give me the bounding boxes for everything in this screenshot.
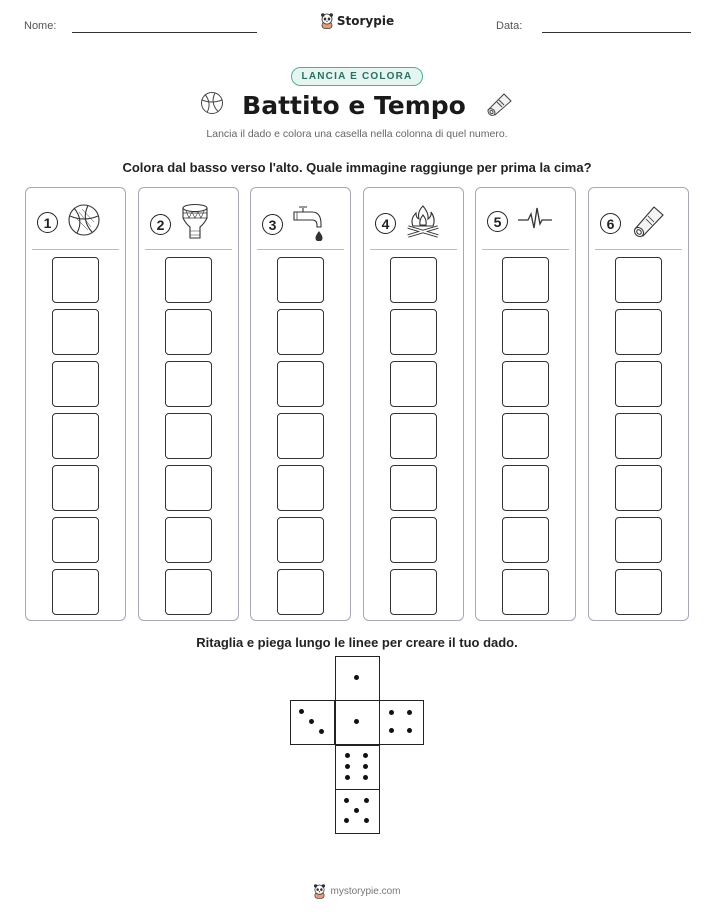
color-box[interactable] xyxy=(615,361,662,407)
color-box[interactable] xyxy=(165,309,212,355)
color-box[interactable] xyxy=(615,517,662,563)
color-box[interactable] xyxy=(502,465,549,511)
die-pip xyxy=(364,818,369,823)
name-label: Nome: xyxy=(24,20,57,32)
basketball-icon xyxy=(67,203,101,242)
die-face-one[interactable] xyxy=(335,656,380,701)
color-box[interactable] xyxy=(52,569,99,615)
instruction-bottom: Ritaglia e piega lungo le linee per creare il tuo dado. xyxy=(196,635,518,650)
footer xyxy=(0,884,714,904)
scroll-icon xyxy=(484,90,514,121)
color-box[interactable] xyxy=(615,309,662,355)
color-box[interactable] xyxy=(52,309,99,355)
color-box[interactable] xyxy=(165,465,212,511)
color-box[interactable] xyxy=(615,569,662,615)
subtitle: Lancia il dado e colora una casella nella colonna di quel numero. xyxy=(206,128,508,140)
column-number: 4 xyxy=(375,213,396,234)
color-box[interactable] xyxy=(502,361,549,407)
color-box[interactable] xyxy=(52,361,99,407)
column-number: 5 xyxy=(487,211,508,232)
column-4 xyxy=(363,187,464,621)
color-box[interactable] xyxy=(165,413,212,459)
die-pip xyxy=(345,764,350,769)
die-pip xyxy=(344,798,349,803)
color-box[interactable] xyxy=(165,361,212,407)
instruction-top: Colora dal basso verso l'alto. Quale immagine raggiunge per prima la cima? xyxy=(122,160,592,175)
scroll-icon xyxy=(630,203,666,244)
column-number: 6 xyxy=(600,213,621,234)
color-box[interactable] xyxy=(390,309,437,355)
date-line[interactable] xyxy=(542,32,691,33)
color-box[interactable] xyxy=(277,465,324,511)
color-box[interactable] xyxy=(277,569,324,615)
color-box[interactable] xyxy=(502,413,549,459)
panda-mascot-icon xyxy=(320,13,334,29)
faucet-icon xyxy=(292,203,326,246)
die-pip xyxy=(407,728,412,733)
color-box[interactable] xyxy=(277,413,324,459)
color-box[interactable] xyxy=(615,465,662,511)
die-face-five[interactable] xyxy=(335,789,380,834)
color-box[interactable] xyxy=(165,257,212,303)
color-box[interactable] xyxy=(390,517,437,563)
die-pip xyxy=(319,729,324,734)
color-box[interactable] xyxy=(502,517,549,563)
color-box[interactable] xyxy=(390,361,437,407)
die-pip xyxy=(354,719,359,724)
color-box[interactable] xyxy=(52,413,99,459)
column-2 xyxy=(138,187,239,621)
die-pip xyxy=(389,728,394,733)
color-box[interactable] xyxy=(390,569,437,615)
die-pip xyxy=(389,710,394,715)
column-3 xyxy=(250,187,351,621)
heartbeat-icon xyxy=(517,203,553,240)
color-box[interactable] xyxy=(615,257,662,303)
color-box[interactable] xyxy=(165,517,212,563)
die-face-four[interactable] xyxy=(379,700,424,745)
die-pip xyxy=(344,818,349,823)
color-box[interactable] xyxy=(277,309,324,355)
color-box[interactable] xyxy=(390,465,437,511)
color-box[interactable] xyxy=(277,517,324,563)
die-pip xyxy=(345,753,350,758)
die-pip xyxy=(363,775,368,780)
die-face-six[interactable] xyxy=(335,745,380,790)
color-box[interactable] xyxy=(52,465,99,511)
die-pip xyxy=(363,764,368,769)
campfire-icon xyxy=(405,203,441,244)
column-number: 2 xyxy=(150,214,171,235)
category-badge: LANCIA E COLORA xyxy=(291,67,424,86)
color-box[interactable] xyxy=(502,257,549,303)
die-pip xyxy=(364,798,369,803)
basketball-icon xyxy=(200,91,224,120)
color-box[interactable] xyxy=(52,257,99,303)
color-box[interactable] xyxy=(165,569,212,615)
brand-logo xyxy=(0,13,714,34)
column-1 xyxy=(25,187,126,621)
die-face-one[interactable] xyxy=(335,700,380,745)
die-pip xyxy=(407,710,412,715)
column-number: 1 xyxy=(37,212,58,233)
die-pip xyxy=(354,675,359,680)
page-title: Battito e Tempo xyxy=(242,91,466,120)
die-pip xyxy=(299,709,304,714)
color-box[interactable] xyxy=(502,569,549,615)
title-row xyxy=(0,90,714,121)
color-box[interactable] xyxy=(277,257,324,303)
color-box[interactable] xyxy=(390,413,437,459)
color-box[interactable] xyxy=(390,257,437,303)
color-box[interactable] xyxy=(502,309,549,355)
die-pip xyxy=(345,775,350,780)
column-5 xyxy=(475,187,576,621)
color-box[interactable] xyxy=(615,413,662,459)
footer-url[interactable]: mystorypie.com xyxy=(330,886,401,897)
color-box[interactable] xyxy=(52,517,99,563)
die-pip xyxy=(309,719,314,724)
die-pip xyxy=(354,808,359,813)
column-number: 3 xyxy=(262,214,283,235)
color-box[interactable] xyxy=(277,361,324,407)
panda-mascot-icon xyxy=(313,884,326,899)
die-face-three[interactable] xyxy=(290,700,335,745)
column-6 xyxy=(588,187,689,621)
date-label: Data: xyxy=(496,20,523,32)
die-pip xyxy=(363,753,368,758)
drum-icon xyxy=(180,203,210,246)
brand-name: Storypie xyxy=(336,14,395,28)
